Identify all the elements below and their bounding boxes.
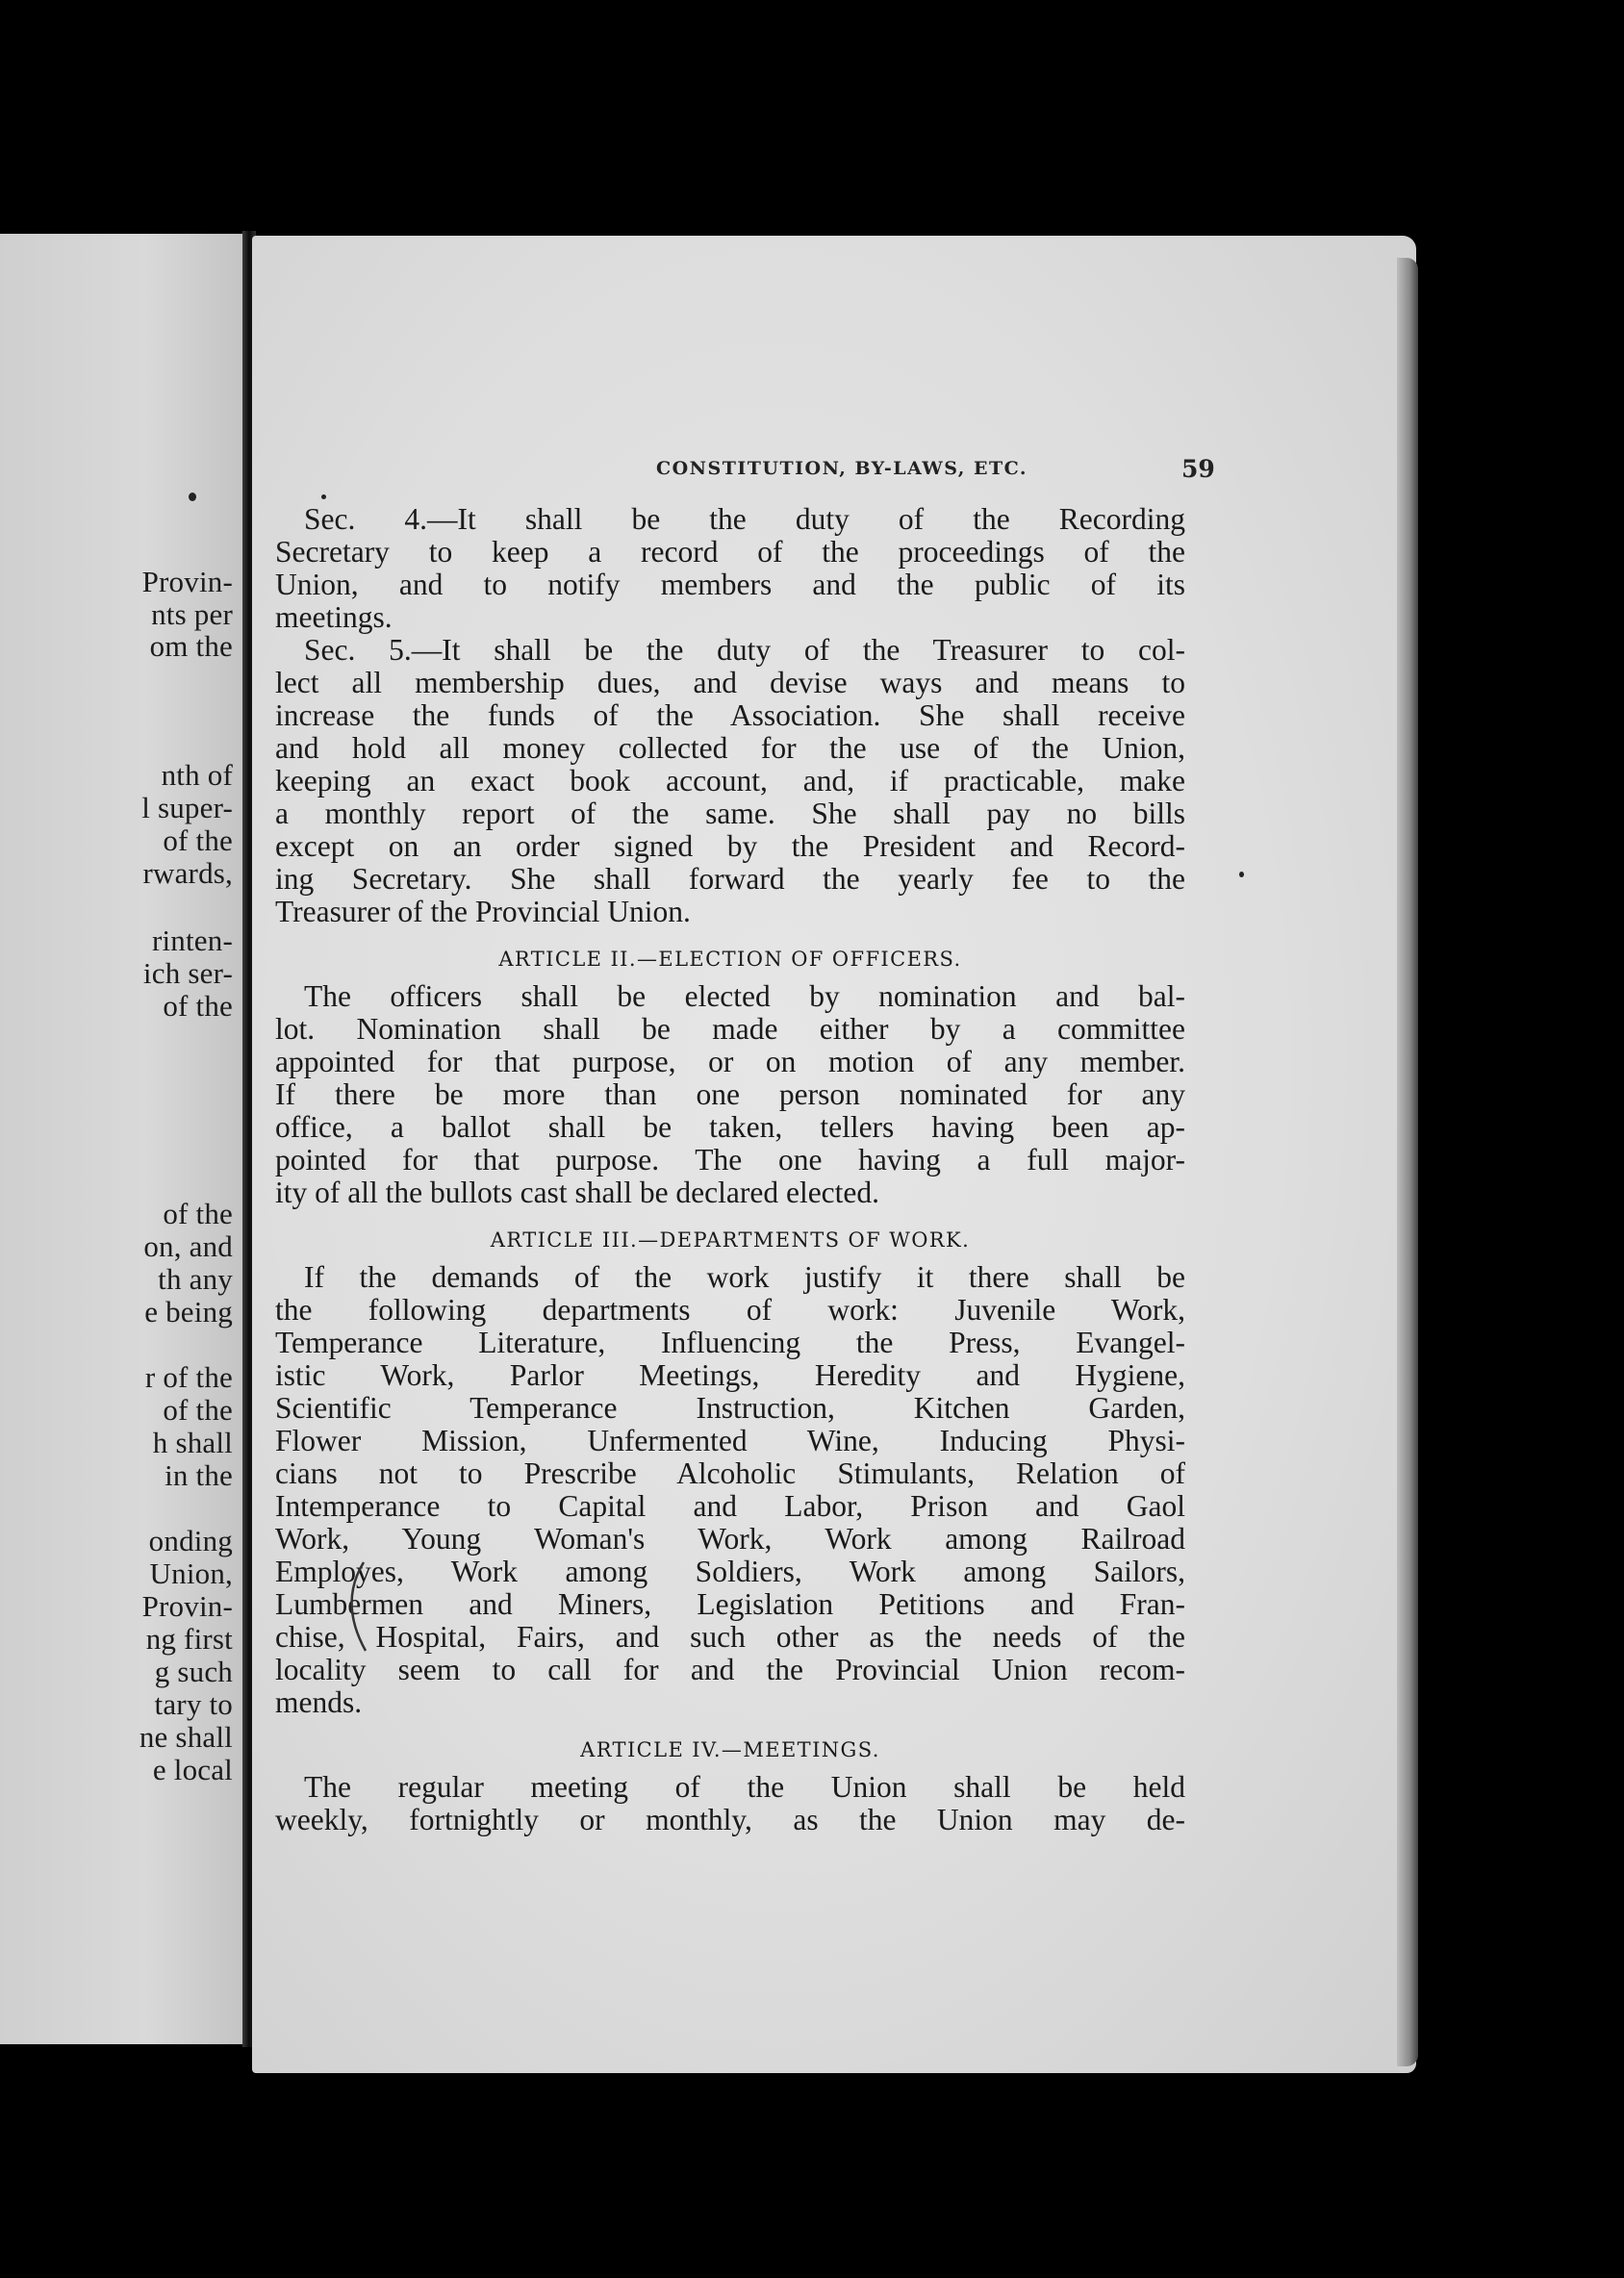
text-line: ing Secretary. She shall forward the yearly fee to the <box>275 862 1185 896</box>
article-heading: ARTICLE IV.—MEETINGS. <box>580 1738 880 1761</box>
pencil-bracket-mark <box>343 1558 371 1655</box>
facing-page-line: ich ser- <box>142 956 233 990</box>
facing-page-line: onding <box>148 1524 233 1557</box>
facing-page-line: in the <box>165 1458 233 1492</box>
text-line: Sec. 5.—It shall be the duty of the Treasurer to col- <box>304 633 1185 667</box>
facing-page-line: of the <box>163 823 233 857</box>
facing-page-line: e being <box>144 1295 233 1329</box>
facing-page <box>0 234 242 2044</box>
facing-page-line: nth of <box>161 758 233 792</box>
article-heading: ARTICLE II.—ELECTION OF OFFICERS. <box>498 948 962 971</box>
text-line: istic Work, Parlor Meetings, Heredity and Hygiene, <box>275 1358 1185 1392</box>
text-line: increase the funds of the Association. She shall receive <box>275 698 1185 732</box>
facing-page-line: Union, <box>149 1557 233 1590</box>
text-line: Work, Young Woman's Work, Work among Railroad <box>275 1522 1185 1556</box>
ink-speck <box>1239 872 1244 877</box>
text-line: Intemperance to Capital and Labor, Prison and Gaol <box>275 1489 1185 1523</box>
page-edge <box>1397 258 1418 2066</box>
running-head: CONSTITUTION, BY-LAWS, ETC. <box>656 458 1028 479</box>
text-line: The regular meeting of the Union shall be held <box>304 1770 1185 1804</box>
text-line: lect all membership dues, and devise ways and means to <box>275 666 1185 699</box>
article-heading: ARTICLE III.—DEPARTMENTS OF WORK. <box>490 1228 971 1252</box>
text-line: appointed for that purpose, or on motion of any member. <box>275 1045 1185 1078</box>
text-line: The officers shall be elected by nomination and bal- <box>304 979 1185 1013</box>
text-line: Secretary to keep a record of the proceedings of the <box>275 535 1185 569</box>
text-line: pointed for that purpose. The one having a full major- <box>275 1143 1185 1177</box>
facing-page-line: of the <box>163 1393 233 1427</box>
page-number: 59 <box>1181 455 1215 483</box>
text-line: Temperance Literature, Influencing the Press, Evangel- <box>275 1326 1185 1359</box>
text-line: mends. <box>275 1685 363 1719</box>
facing-page-line: ne shall <box>139 1720 233 1754</box>
text-line: Treasurer of the Provincial Union. <box>275 895 691 928</box>
text-line: keeping an exact book account, and, if practicable, make <box>275 764 1185 797</box>
text-line: ity of all the bullots cast shall be declared elected. <box>275 1176 880 1209</box>
text-line: lot. Nomination shall be made either by a committee <box>275 1012 1185 1046</box>
facing-page-line: r of the <box>144 1360 233 1394</box>
text-line: except on an order signed by the President and Record- <box>275 829 1185 863</box>
facing-page-line: th any <box>158 1262 233 1296</box>
facing-page-line: e local <box>152 1753 233 1786</box>
document-page <box>252 236 1416 2073</box>
facing-page-line: h shall <box>152 1426 233 1459</box>
facing-page-line: ng first <box>145 1622 233 1656</box>
facing-page-line: tary to <box>154 1687 233 1721</box>
facing-page-line: g such <box>154 1655 233 1688</box>
facing-page-line: of the <box>163 1197 233 1230</box>
facing-page-line: on, and <box>143 1229 233 1263</box>
facing-page-line: nts per <box>151 597 233 631</box>
text-line: cians not to Prescribe Alcoholic Stimulants, Relation of <box>275 1456 1185 1490</box>
text-line: weekly, fortnightly or monthly, as the Union may de- <box>275 1803 1185 1836</box>
text-line: chise, Hospital, Fairs, and such other as the needs of the <box>275 1620 1185 1654</box>
facing-page-line: Provin- <box>141 1589 233 1623</box>
text-line: If the demands of the work justify it there shall be <box>304 1260 1185 1294</box>
text-line: Lumbermen and Miners, Legislation Petitions and Fran- <box>275 1587 1185 1621</box>
text-line: Scientific Temperance Instruction, Kitchen Garden, <box>275 1391 1185 1425</box>
facing-page-line: l super- <box>141 791 233 824</box>
ink-speck <box>321 494 326 499</box>
text-line: Union, and to notify members and the public of its <box>275 568 1185 601</box>
text-line: If there be more than one person nominated for any <box>275 1077 1185 1111</box>
text-line: Flower Mission, Unfermented Wine, Inducing Physi- <box>275 1424 1185 1457</box>
text-line: and hold all money collected for the use of the Union, <box>275 731 1185 765</box>
text-line: meetings. <box>275 600 393 634</box>
text-line: office, a ballot shall be taken, tellers having been ap- <box>275 1110 1185 1144</box>
text-line: locality seem to call for and the Provincial Union recom- <box>275 1653 1185 1686</box>
text-line: Sec. 4.—It shall be the duty of the Recording <box>304 502 1185 536</box>
text-line: the following departments of work: Juvenile Work, <box>275 1293 1185 1327</box>
facing-page-line: rwards, <box>142 856 233 890</box>
facing-page-line: of the <box>163 989 233 1023</box>
facing-page-line: Provin- <box>141 565 233 598</box>
ink-speck <box>189 493 196 501</box>
text-line: a monthly report of the same. She shall pay no bills <box>275 797 1185 830</box>
facing-page-line: om the <box>149 629 233 663</box>
text-line: Employes, Work among Soldiers, Work among Sailors, <box>275 1555 1185 1588</box>
facing-page-line: rinten- <box>151 924 233 957</box>
